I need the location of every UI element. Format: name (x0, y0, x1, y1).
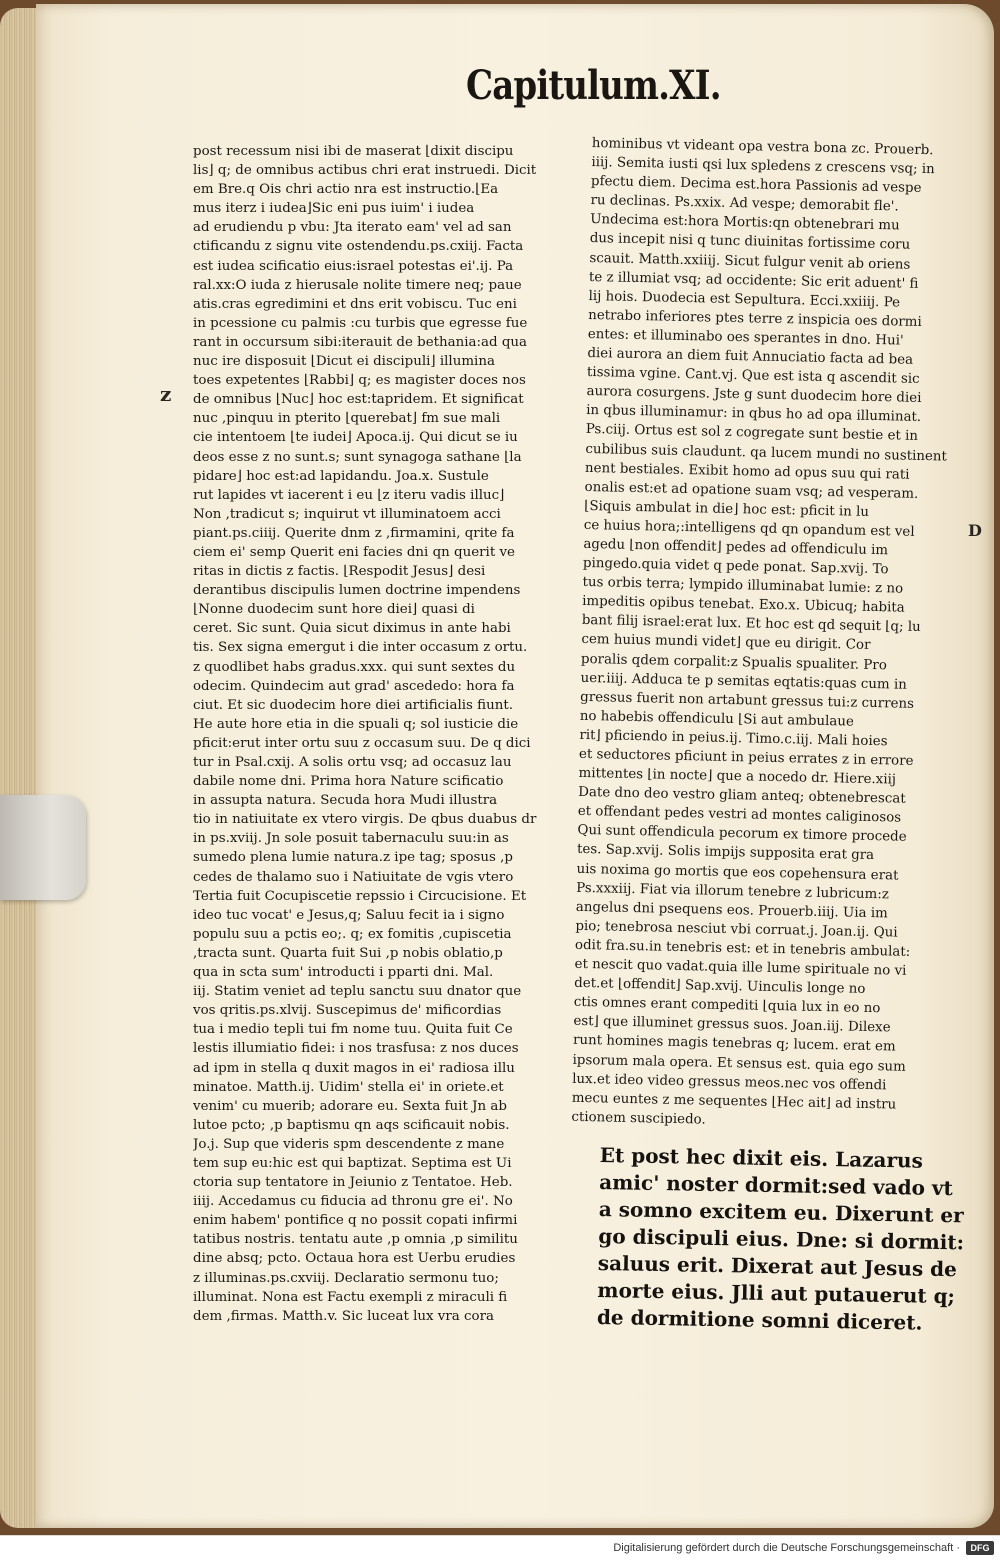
text-line: est⌋ que illuminet gressus suos. Joan.iij. Dilexe (573, 1014, 891, 1036)
margin-mark-left: z (160, 382, 172, 406)
text-line: Undecima est:hora Mortis:qn obtenebrari mu (590, 212, 900, 234)
text-line: rant in occursum sibi:iterauit de bethania:ad qua (193, 334, 528, 350)
text-line: et seductores pficiunt in peius errates z in errore (578, 746, 914, 769)
text-line: lutoe pcto; ,p baptismu qn aqs scificauit nobis. (193, 1117, 510, 1133)
text-line: tissima vgine. Cant.vj. Que est ista q ascendit sic (586, 365, 920, 388)
text-line: iiij. Semita iusti qsi lux spledens z crescens vsq; in (591, 155, 935, 178)
text-line: bant filij israel:erat lux. Et hoc est qd sequit ⌊q; lu (581, 613, 921, 636)
text-line: tem sup eu:hic est qui baptizat. Septima est Ui (193, 1155, 512, 1171)
text-line: ciut. Et sic duodecim hore diei artificialis fiunt. (193, 697, 513, 713)
text-line: angelus dni psequens eos. Prouerb.iiij. Uia im (575, 899, 888, 922)
text-line: ctionem suscipiedo. (571, 1109, 706, 1128)
text-line: ce huius hora;:intelligens qd qn opandum est vel (583, 517, 915, 540)
text-line: deos esse z no sunt.s; sunt synagoga sathane ⌊la (193, 449, 522, 465)
text-line: et offendant pedes vestri ad montes caliginosos (577, 804, 902, 826)
text-line: atis.cras egredimini et dns erit vobiscu. Tuc eni (193, 296, 517, 312)
large-text-line: amic' noster dormit:sed vado vt (599, 1169, 953, 1201)
text-line: agedu ⌊non offendit⌋ pedes ad offendiculu im (583, 536, 889, 559)
text-line: cem huius mundi videt⌋ que eu dirigit. Cor (581, 632, 871, 654)
text-line: in pcessione cu palmis :cu turbis que egresse fue (193, 315, 528, 331)
text-line: nuc ire disposuit ⌊Dicut ei discipuli⌋ illumina (193, 354, 495, 370)
text-line: cie intentoem ⌊te iudei⌋ Apoca.ij. Qui dicut se iu (193, 430, 518, 446)
text-line: tes. Sap.xvij. Solis impijs supposita erat gra (576, 842, 875, 864)
text-line: nent bestiales. Exibit homo ad opus suu qui rati (584, 460, 910, 483)
text-line: He aute hore etia in die spuali q; sol iusticie die (193, 716, 519, 732)
running-head: Capitulum.XI. (466, 62, 721, 109)
text-line: est iudea scificatio eius:israel potestas ei'.ij. Pa (193, 258, 514, 274)
text-line: odit fra.su.in tenebris est: et in tenebris ambulat: (574, 937, 911, 960)
text-line: mecu euntes z me sequentes ⌊Hec ait⌋ ad instru (571, 1090, 897, 1113)
bookmark-strip (0, 795, 86, 900)
text-line: uer.iiij. Adduca te p semitas eqtatis:quas cum in (580, 670, 907, 693)
text-line: ral.xx:O iuda z hierusale nolite timere neq; paue (193, 277, 522, 293)
text-line: Tertia fuit Cocupiscetie repssio i Circucisione. Et (193, 888, 527, 904)
text-line: lestis illumiatio fidei: i nos trasfusa: z nos duces (193, 1041, 519, 1057)
text-line: ,tracta sunt. Quarta fuit Sui ,p nobis oblatio,p (193, 945, 503, 961)
large-text-line: Et post hec dixit eis. Lazarus (599, 1142, 924, 1173)
text-line: onalis est:et ad opatione suam vsq; ad vesperam. (584, 479, 919, 502)
text-line: toes expetentes ⌊Rabbi⌋ q; es magister doces nos (193, 373, 526, 389)
text-line: dus incepit nisi q tunc diuinitas fortissime coru (589, 231, 911, 254)
text-line: ⌊Nonne duodecim sunt hore diei⌋ quasi di (193, 602, 475, 618)
text-line: dem ,firmas. Matth.v. Sic luceat lux vra cora (193, 1308, 494, 1324)
left-text-column (193, 142, 573, 1326)
text-line: sumedo plena lumie natura.z ipe tag; sposus ,p (193, 850, 513, 866)
text-line: odecim. Quindecim aut grad' ascededo: hora fa (193, 678, 515, 694)
text-line: venim' cu muerib; adorare eu. Sexta fuit Jn ab (193, 1098, 507, 1114)
text-line: rut lapides vt iacerent i eu ⌊z iteru vadis illuc⌋ (193, 487, 505, 503)
text-line: ciem ei' semp Querit eni facies dni qn querit ve (193, 544, 515, 560)
text-line: Date dno deo vestro gliam anteq; obtenebrescat (578, 785, 906, 807)
text-line: lij hois. Duodecia est Sepultura. Ecci.xxiiij. Pe (588, 288, 901, 311)
text-line: pficit:erut inter ortu suu z occasum suu. De q dici (193, 735, 531, 751)
text-line: dabile nome dni. Prima hora Nature scificatio (193, 774, 504, 790)
large-text-line: a somno excitem eu. Dixerunt er (598, 1196, 964, 1228)
text-line: tur in Psal.cxij. A solis ortu vsq; ad occasuz lau (193, 755, 512, 770)
text-line: ctificandu z signu vite ostendendu.ps.cxiij. Facta (193, 239, 524, 255)
text-line: ipsorum mala opera. Et sensus est. quia ego sum (572, 1052, 907, 1075)
gospel-text-block (597, 1142, 970, 1337)
text-line: poralis qdem corpalit:z Spualis spualiter. Pro (580, 651, 888, 673)
large-text-line: saluus erit. Dixerat aut Jesus de (597, 1250, 958, 1282)
text-line: in ps.xviij. Jn sole posuit tabernaculu suu:in as (193, 831, 509, 847)
large-text-line: morte eius. Jlli aut putauerut q; (597, 1277, 956, 1309)
text-line: dine absq; pcto. Octaua hora est Uerbu erudies (193, 1251, 516, 1267)
text-line: ad ipm in stella q duxit magos in ei' radiosa illu (193, 1060, 515, 1076)
text-line: netrabo inferiores ptes terre z inspicia oes dormi (588, 307, 922, 330)
footer-bar (0, 1535, 1000, 1560)
dfg-logo: DFG (966, 1541, 994, 1555)
text-line: diei aurora an diem fuit Annuciatio facta ad bea (587, 345, 914, 368)
right-text-column (571, 134, 962, 1134)
text-line: z quodlibet habs gradus.xxx. qui sunt sextes du (193, 659, 516, 675)
text-line: ru declinas. Ps.xxix. Ad vespe; demorabit fle'. (590, 193, 899, 215)
text-line: et nescit quo vadat.quia ille lume spirituale no vi (574, 956, 907, 979)
text-line: Ps.xxxiij. Fiat via illorum tenebre z lubricum:z (576, 880, 890, 903)
text-line: minatoe. Matth.ij. Uidim' stella ei' in oriete.et (193, 1079, 504, 1095)
text-line: Ps.ciij. Ortus est sol z cogregate sunt bestie et in (585, 422, 919, 445)
text-line: Qui sunt offendicula pecorum ex timore procede (577, 823, 907, 846)
text-line: pio; tenebrosa nesciut vbi corruat.j. Joan.ij. Qui (575, 918, 898, 941)
text-line: pfectu diem. Decima est.hora Passionis ad vespe (590, 174, 922, 197)
text-line: tatibus nostris. tentatu aute ,p omnia ,p similitu (193, 1232, 518, 1248)
text-line: tio in natiuitate ex vtero virgis. De qbus duabus dr (193, 812, 537, 828)
text-line: scauit. Matth.xxiiij. Sicut fulgur venit ab oriens (589, 250, 911, 273)
text-line: tus orbis terra; lympido illuminabat lumie: z no (582, 575, 904, 597)
text-line: em Bre.q Ois chri actio nra est instructio.⌊Ea (193, 182, 499, 198)
text-line: lux.et ideo video gressus meos.nec vos offendi (572, 1071, 887, 1093)
text-line: runt homines magis tenebras q; lucem. erat em (572, 1033, 896, 1055)
text-line: de omnibus ⌊Nuc⌋ hoc est:tapridem. Et significat (193, 392, 524, 408)
large-text-line: de dormitione somni diceret. (596, 1304, 923, 1335)
text-line: impeditis opibus tenebat. Exo.x. Ubicuq; habita (582, 594, 905, 616)
text-line: Jo.j. Sup que videris spm descendente z mane (193, 1136, 505, 1152)
text-line: iij. Statim veniet ad teplu sanctu suu dnator que (193, 984, 522, 1000)
text-line: gressus fuerit non artabunt gressus tui:z currens (580, 689, 915, 712)
text-line: no habebis offendiculu ⌊Si aut ambulaue (579, 708, 855, 730)
text-line: cedes de thalamo suo i Natiuitate de vgis vtero (193, 869, 514, 885)
large-text-line: go discipuli eius. Dne: si dormit: (598, 1223, 965, 1255)
text-line: Non ,tradicut s; inquirut vt illuminatoem acci (193, 506, 501, 522)
text-line: ritas in dictis z factis. ⌊Respodit Jesus⌋ desi (193, 564, 486, 580)
text-line: pidare⌋ hoc est:ad lapidandu. Joa.x. Sustule (193, 468, 489, 484)
text-line: pingedo.quia videt q pede ponat. Sap.xvij. To (582, 555, 889, 578)
text-line: mittentes ⌊in nocte⌋ que a nocedo dr. Hiere.xiij (578, 765, 897, 788)
text-line: enim habem' pontifice q no possit copati infirmi (193, 1213, 518, 1229)
text-line: nuc ,pinquu in pterito ⌊querebat⌋ fm sue mali (193, 411, 501, 427)
text-line: mus iterz i iudea⌋Sic eni pus iuim' i iudea (193, 201, 475, 217)
text-line: qua in scta sum' introducti i pparti dni. Mal. (193, 965, 494, 981)
text-line: illuminat. Nona est Factu exempli z miraculi fi (193, 1289, 508, 1305)
text-line: vos qritis.ps.xlvij. Suscepimus de' mificordias (193, 1003, 502, 1019)
text-line: populu suu a pctis eo;. q; ex fomitis ,cupiscetia (193, 926, 512, 942)
text-line: det.et ⌊offendit⌋ Sap.xvij. Uinculis longe no (574, 975, 866, 998)
page-stack-edge (0, 8, 40, 1528)
text-line: ceret. Sic sunt. Quia sicut diximus in ante habi (193, 621, 511, 637)
text-line: entes: et illuminabo oes sperantes in dno. Hui' (587, 326, 904, 349)
text-line: ideo tuc vocat' e Jesus,q; Saluu fecit ia i signo (193, 907, 505, 923)
text-line: in assupta natura. Secuda hora Mudi illustra (193, 793, 498, 809)
text-line: in qbus illuminamur: in qbus ho ad opa illuminat. (586, 403, 922, 426)
text-line: ad erudiendu p vbu: Jta iterato eam' vel ad san (193, 220, 512, 236)
text-line: derantibus discipulis lumen doctrine impendens (193, 583, 521, 599)
text-line: rit⌋ pficiendo in peius.ij. Timo.c.iij. Mali hoies (579, 727, 888, 750)
text-line: tis. Sex signa emergut i die inter occasum z ortu. (193, 640, 528, 656)
text-line: aurora cosurgens. Jste g sunt duodecim hore diei (586, 384, 922, 407)
text-line: te z illumiat vsq; ad occidente: Sic erit aduent' fi (588, 269, 919, 292)
text-line: ctis omnes erant compediti ⌊quia lux in eo no (573, 995, 881, 1017)
text-line: piant.ps.ciiij. Querite dnm z ,firmamini, qrite fa (193, 525, 515, 541)
text-line: lis⌋ q; de omnibus actibus chri erat instruedi. Dicit (193, 163, 537, 179)
text-line: ctoria sup tentatore in Jeiunio z Tentatoe. Heb. (193, 1175, 513, 1191)
margin-mark-right: D (968, 521, 982, 540)
text-line: tua i medio tepli tui fm nome tuu. Quita fuit Ce (193, 1022, 513, 1038)
funding-credit: Digitalisierung gefördert durch die Deutsche Forschungsgemeinschaft · (613, 1542, 960, 1554)
text-line: hominibus vt videant opa vestra bona zc. Prouerb. (591, 135, 934, 159)
text-line: iiij. Accedamus cu fiducia ad thronu gre ei'. No (193, 1194, 513, 1210)
text-line: cubilibus suis claudunt. qa lucem mundi no sustinent (585, 441, 948, 465)
text-line: uis noxima go mortis que eos copehensura erat (576, 861, 899, 884)
text-line: ⌊Siquis ambulat in die⌋ hoc est: pficit in lu (584, 498, 870, 520)
text-line: z illuminas.ps.cxviij. Declaratio sermonu tuo; (193, 1270, 499, 1286)
text-line: post recessum nisi ibi de maserat ⌊dixit discipu (193, 144, 514, 159)
